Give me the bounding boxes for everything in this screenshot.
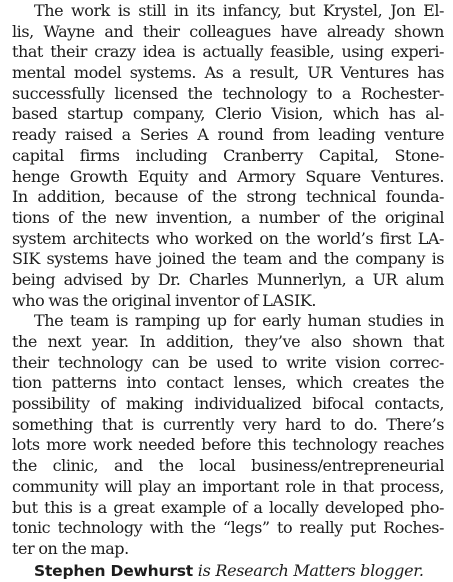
text-line: In addition, because of the strong technical founda- bbox=[12, 187, 444, 207]
text-line: something that is currently very hard to do. There’s bbox=[12, 414, 444, 434]
text-line: capital firms including Cranberry Capital, Stone- bbox=[12, 145, 444, 165]
author-byline bbox=[12, 560, 444, 582]
text-line: their technology can be used to write vision correc- bbox=[12, 352, 444, 372]
text-line: based startup company, Clerio Vision, which has al- bbox=[12, 104, 444, 124]
text-line: SIK systems have joined the team and the company is bbox=[12, 249, 444, 269]
text-line: the clinic, and the local business/entrepreneurial bbox=[12, 456, 444, 476]
text-line: ter on the map. bbox=[12, 538, 129, 558]
text-line: mental model systems. As a result, UR Ventures has bbox=[12, 63, 444, 83]
text-line: ready raised a Series A round from leading venture bbox=[12, 125, 444, 145]
text-line: The team is ramping up for early human studies in bbox=[34, 311, 444, 331]
text-line: henge Growth Equity and Armory Square Ventures. bbox=[12, 166, 444, 186]
text-line: tonic technology with the “legs” to really put Roches- bbox=[12, 518, 444, 538]
text-line: that their crazy idea is actually feasible, using experi- bbox=[12, 42, 444, 62]
paragraph-1 bbox=[12, 1, 444, 311]
text-line: possibility of making individualized bifocal contacts, bbox=[12, 394, 444, 414]
text-line: tion patterns into contact lenses, which creates the bbox=[12, 373, 444, 393]
text-line: lis, Wayne and their colleagues have already shown bbox=[12, 21, 444, 41]
text-line: successfully licensed the technology to a Rochester- bbox=[12, 83, 444, 103]
text-line: The work is still in its infancy, but Krystel, Jon El- bbox=[34, 1, 444, 20]
text-line: being advised by Dr. Charles Munnerlyn, a UR alum bbox=[12, 269, 444, 289]
text-line: tions of the new invention, a number of the original bbox=[12, 207, 444, 227]
text-line: who was the original inventor of LASIK. bbox=[12, 290, 316, 310]
text-line: lots more work needed before this technology reaches bbox=[12, 435, 444, 455]
author-role: is Research Matters blogger. bbox=[193, 560, 424, 580]
text-line: system architects who worked on the world’s first LA- bbox=[12, 228, 444, 248]
text-line: the next year. In addition, they’ve also shown that bbox=[12, 332, 444, 351]
text-line: but this is a great example of a locally developed pho- bbox=[12, 497, 444, 517]
text-line: community will play an important role in that process, bbox=[12, 476, 444, 496]
paragraph-2 bbox=[12, 311, 444, 559]
author-name: Stephen Dewhurst bbox=[34, 561, 194, 580]
